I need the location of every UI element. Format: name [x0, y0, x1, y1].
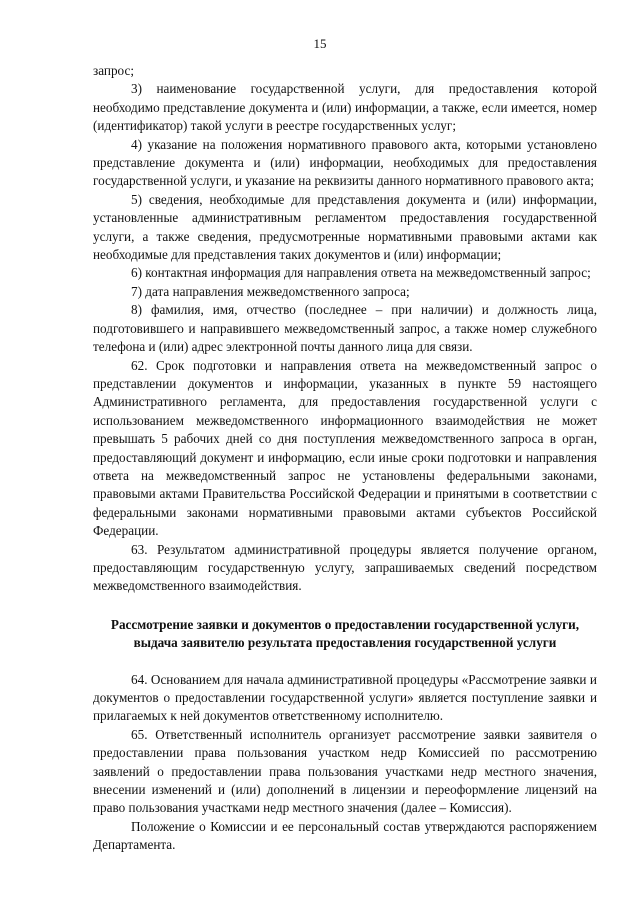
paragraph: запрос; [93, 63, 134, 78]
section-heading: Рассмотрение заявки и документов о предоставлении государственной услуги, выдача заявителю результата предоставления государственной услуги [110, 616, 580, 651]
paragraph: 4) указание на положения нормативного правового акта, которыми установлено представление документа и (или) информации, необходимых для предоставления государственной услуги, и указание на реквизиты данного нормативного правового акта; [93, 136, 597, 189]
paragraph: 6) контактная информация для направления ответа на межведомственный запрос; [131, 265, 591, 281]
page-number: 15 [313, 36, 327, 51]
paragraphs-after-heading [93, 671, 597, 855]
paragraph: 7) дата направления межведомственного запроса; [131, 283, 410, 299]
paragraph: 3) наименование государственной услуги, для предоставления которой необходимо представление документа и (или) информации, а также, если имеется, номер (идентификатор) такой услуги в реестре государственных услуг; [93, 81, 597, 134]
paragraph: 8) фамилия, имя, отчество (последнее – при наличии) и должность лица, подготовившего и направившего межведомственный запрос, а также номер служебного телефона и (или) адрес электронной почты данного лица для связи. [93, 302, 597, 355]
paragraphs-before-heading [93, 62, 597, 596]
paragraph: 63. Результатом административной процедуры является получение органом, предоставляющим государственную услугу, запрашиваемых сведений посредством межведомственного взаимодействия. [93, 541, 597, 594]
paragraph: 62. Срок подготовки и направления ответа на межведомственный запрос о представлении документов и информации, указанных в пункте 59 настоящего Административного регламента, для предоставления государственной услуги с использованием межведомственного информационного взаимодействия не может превышать 5 рабочих дней со дня поступления межведомственного запроса в орган, предоставляющий документ и информацию, если иные сроки подготовки и направления ответа на межведомственный запрос не установлены федеральными законами, правовыми актами Правительства Российской Федерации и принятыми в соответствии с федеральными законами нормативными правовыми актами субъектов Российской Федерации. [93, 357, 597, 539]
paragraph: Положение о Комиссии и ее персональный состав утверждаются распоряжением Департамента. [93, 818, 597, 853]
paragraph: 5) сведения, необходимые для представления документа и (или) информации, установленные административным регламентом предоставления государственной услуги, а также сведения, предусмотренные нормативными правовыми актами как необходимые для представления таких документов и (или) информации; [93, 191, 597, 263]
document-body [93, 62, 597, 855]
paragraph: 65. Ответственный исполнитель организует рассмотрение заявки заявителя о предоставлении права пользования участком недр Комиссией по рассмотрению заявлений о предоставлении права пользования участками недр местного значения, внесении изменений и (или) дополнений в лицензии и переоформление лицензий на право пользования участками недр местного значения (далее – Комиссия). [93, 726, 597, 816]
paragraph: 64. Основанием для начала административной процедуры «Рассмотрение заявки и документов о предоставлении государственной услуги» является поступление заявки и прилагаемых к ней документов ответственному исполнителю. [93, 671, 597, 724]
